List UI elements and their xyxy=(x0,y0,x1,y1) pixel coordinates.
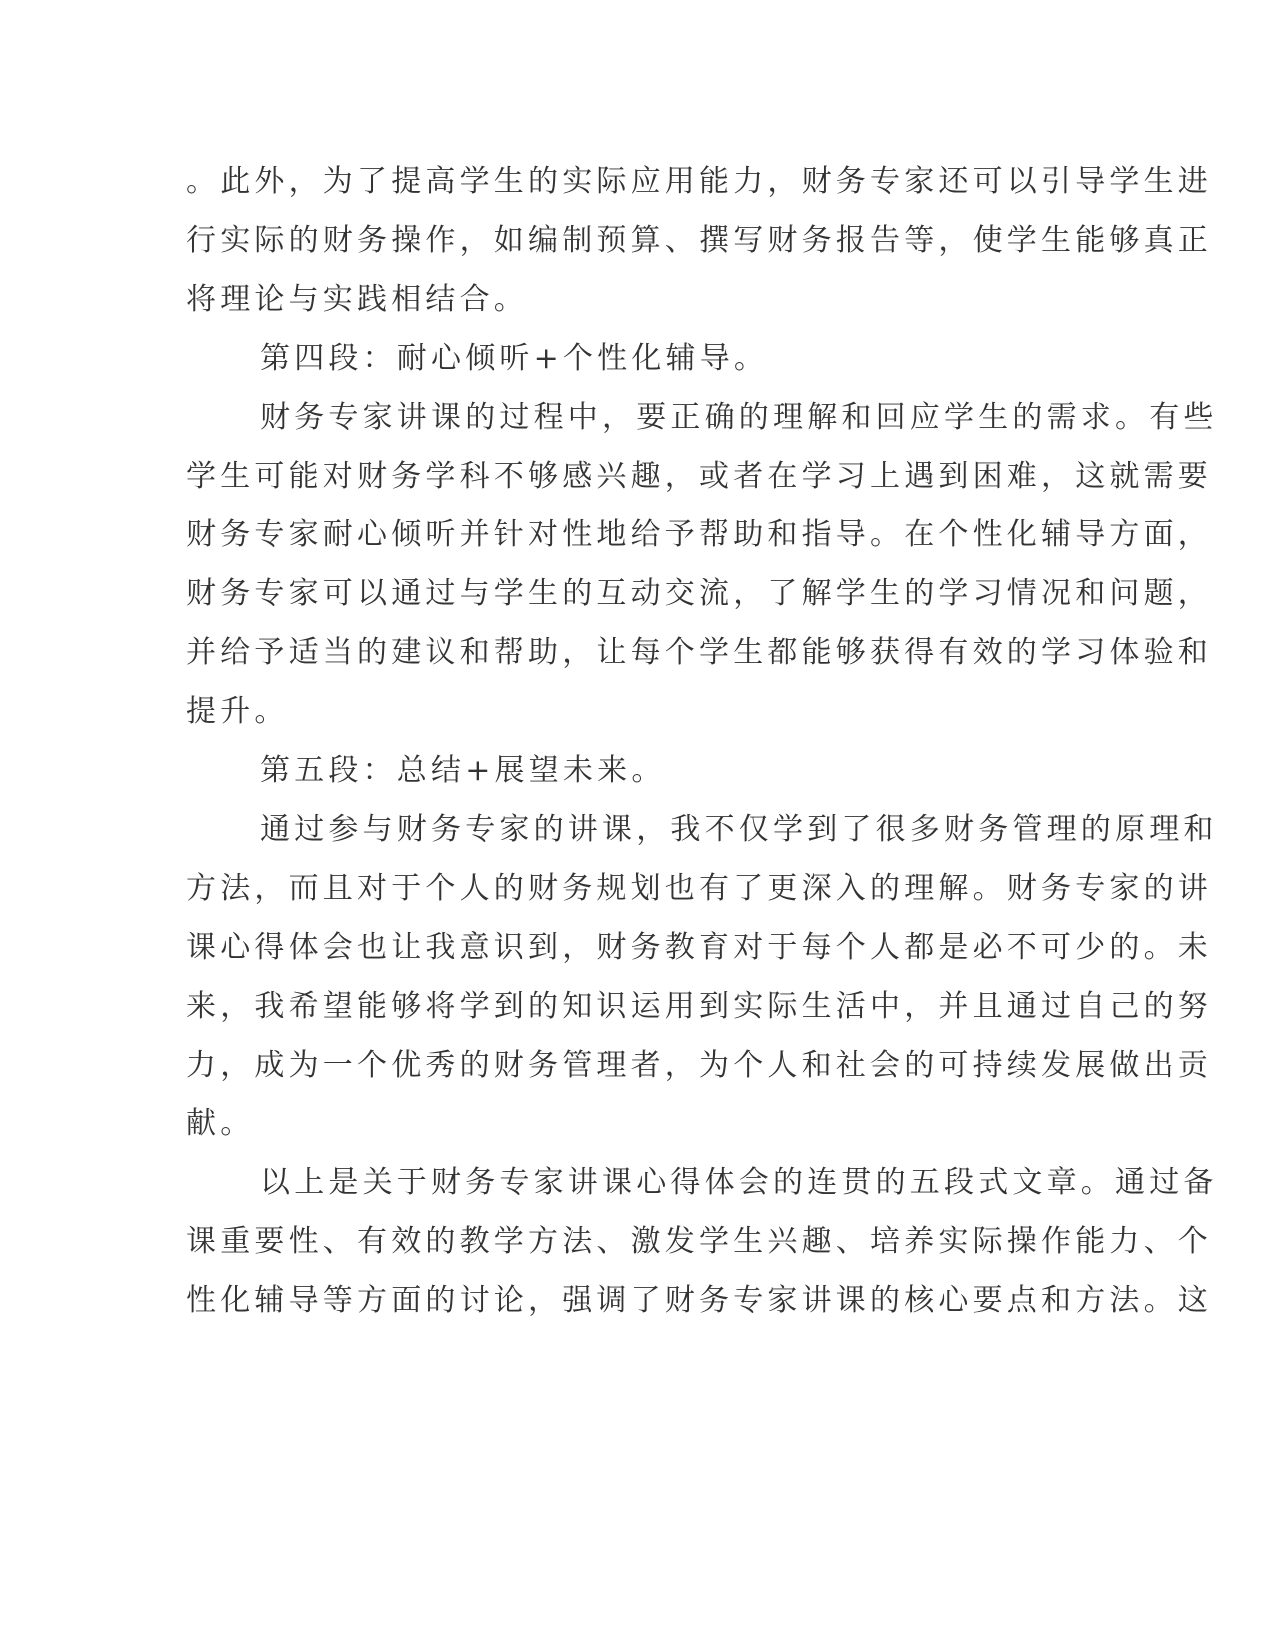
text-line: 。此外，为了提高学生的实际应用能力，财务专家还可以引导学生进 xyxy=(186,164,1212,199)
section-heading-5: 第五段：总结+展望未来。 xyxy=(260,753,666,788)
text-line: 行实际的财务操作，如编制预算、撰写财务报告等，使学生能够真正 xyxy=(186,223,1212,258)
text-line: 学生可能对财务学科不够感兴趣，或者在学习上遇到困难，这就需要 xyxy=(186,459,1212,494)
section-heading-4: 第四段：耐心倾听+个性化辅导。 xyxy=(260,341,769,376)
text-line: 将理论与实践相结合。 xyxy=(186,282,528,317)
text-line: 来，我希望能够将学到的知识运用到实际生活中，并且通过自己的努 xyxy=(186,989,1212,1024)
text-line: 方法，而且对于个人的财务规划也有了更深入的理解。财务专家的讲 xyxy=(186,871,1212,906)
text-line: 并给予适当的建议和帮助，让每个学生都能够获得有效的学习体验和 xyxy=(186,635,1212,670)
text-line: 课重要性、有效的教学方法、激发学生兴趣、培养实际操作能力、个 xyxy=(186,1224,1212,1259)
text-line: 提升。 xyxy=(186,694,289,729)
text-line: 性化辅导等方面的讨论，强调了财务专家讲课的核心要点和方法。这 xyxy=(186,1283,1212,1318)
text-line: 通过参与财务专家的讲课，我不仅学到了很多财务管理的原理和 xyxy=(260,812,1218,847)
text-line: 课心得体会也让我意识到，财务教育对于每个人都是必不可少的。未 xyxy=(186,930,1212,965)
text-line: 以上是关于财务专家讲课心得体会的连贯的五段式文章。通过备 xyxy=(260,1165,1218,1200)
text-line: 财务专家可以通过与学生的互动交流，了解学生的学习情况和问题， xyxy=(186,576,1212,611)
text-line: 财务专家耐心倾听并针对性地给予帮助和指导。在个性化辅导方面， xyxy=(186,517,1212,552)
text-line: 财务专家讲课的过程中，要正确的理解和回应学生的需求。有些 xyxy=(260,400,1218,435)
text-line: 力，成为一个优秀的财务管理者，为个人和社会的可持续发展做出贡 xyxy=(186,1048,1212,1083)
text-line: 献。 xyxy=(186,1106,255,1141)
